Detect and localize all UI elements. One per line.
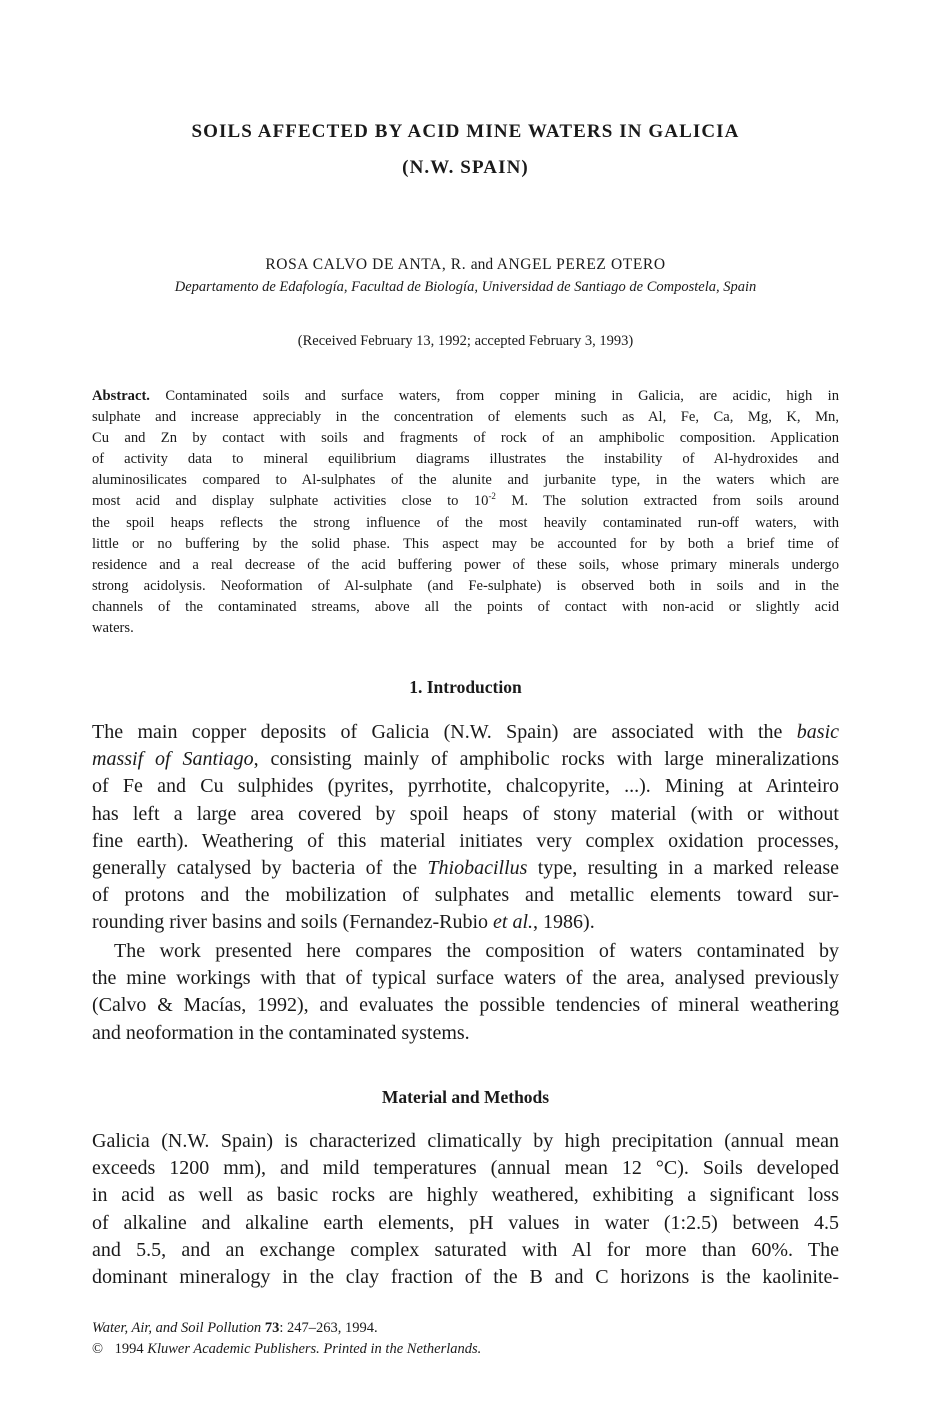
journal-citation [92,1318,481,1339]
section-heading-methods: Material and Methods [381,1087,550,1107]
intro-paragraph-2: The work presented here compares the composition of waters contaminated by the mine workings with that of typical surface waters of the area, analysed previously (Calvo & Macías, 1992), and evaluates the possible tendencies of mineral weathering and neoformation in the contaminated systems. [92,940,839,1044]
abstract-line: waters. [92,620,134,637]
abstract-line: most acid and display sulphate activities close to $10^{-2}$ M. The solution extracted from soils around [92,491,840,510]
citation-footer [92,1318,481,1360]
author-2: ANGEL PEREZ OTERO [496,256,666,273]
received-dates: (Received February 13, 1992; accepted February 3, 1993) [297,333,634,349]
copyright-icon: © [92,1341,104,1357]
copyright-year: 1994 [114,1341,144,1357]
section-heading-introduction: 1. Introduction [409,677,522,697]
paper-title [92,114,839,186]
title-line-2: (N.W. SPAIN) [402,157,529,178]
intro-paragraph-1: The main copper deposits of Galicia (N.W. Spain) are associated with the basic massif of Santiago, consisting mainly of amphibolic rocks with large mineralizations of Fe and Cu sulphides (pyrites, pyrrhotite, chalcopyrite, ...). Mining at Arinteiro has left a large area covered by spoil heaps of stony material (with or without fine earth). Weathering of this material initiates very complex oxidation processes, generally catalysed by bacteria of the Thiobacillus type, resulting in a marked release of protons and the mobilization of sulphates and metallic elements toward sur- rounding river basins and soils (Fernandez-Rubio et al., 1986). [92,721,840,934]
abstract [92,386,839,639]
abstract-line: sulphate and increase appreciably in the concentration of elements such as Al, Fe, Ca, Mg, K, Mn, [92,409,839,426]
abstract-line: channels of the contaminated streams, above all the points of contact with non-acid or slightly acid [92,598,839,615]
author-conjunction: and [470,256,494,273]
journal-volume: 73 [264,1320,280,1336]
abstract-line: strong acidolysis. Neoformation of Al-sulphate (and Fe-sulphate) is observed both in soils and in the [92,577,839,594]
author-list [92,256,839,274]
affiliation: Departamento de Edafología, Facultad de Biología, Universidad de Santiago de Compostela, Spain [174,279,757,295]
publisher: Kluwer Academic Publishers. Printed in the Netherlands. [147,1341,482,1357]
abstract-line: little or no buffering by the solid phase. This aspect may be accounted for by both a brief time of [92,535,839,552]
abstract-line: aluminosilicates compared to Al-sulphates of the alunite and jurbanite type, in the waters which are [92,472,839,489]
methods-paragraph-1: Galicia (N.W. Spain) is characterized climatically by high precipitation (annual mean exceeds 1200 mm), and mild temperatures (annual mean 12 °C). Soils developed in acid as well as basic rocks are highly weathered, exhibiting a significant loss of alkaline and alkaline earth elements, pH values in water (1:2.5) between 4.5 and 5.5, and an exchange complex saturated with Al for more than 60%. The dominant mineralogy in the clay fraction of the B and C horizons is the kaolinite- [92,1130,839,1289]
abstract-line: Cu and Zn by contact with soils and fragments of rock of an amphibolic composition. Application [92,430,839,447]
abstract-line: Abstract. Contaminated soils and surface waters, from copper mining in Galicia, are acidic, high in [92,388,839,404]
abstract-line: residence and a real decrease of the acid buffering power of these soils, whose primary minerals undergo [92,556,839,573]
author-1: ROSA CALVO DE ANTA, R. [265,256,467,273]
copyright-line [92,1339,481,1360]
journal-name: Water, Air, and Soil Pollution [92,1320,262,1336]
abstract-line: of activity data to mineral equilibrium diagrams illustrates the instability of Al-hydroxides and [92,451,839,468]
abstract-label: Abstract. [92,388,150,404]
title-line-1: SOILS AFFECTED BY ACID MINE WATERS IN GALICIA [191,121,740,142]
exponent: -2 [488,491,496,502]
journal-pages: : 247–263, 1994. [279,1320,378,1336]
abstract-line: the spoil heaps reflects the strong influence of the most heavily contaminated run-off waters, with [92,514,839,531]
